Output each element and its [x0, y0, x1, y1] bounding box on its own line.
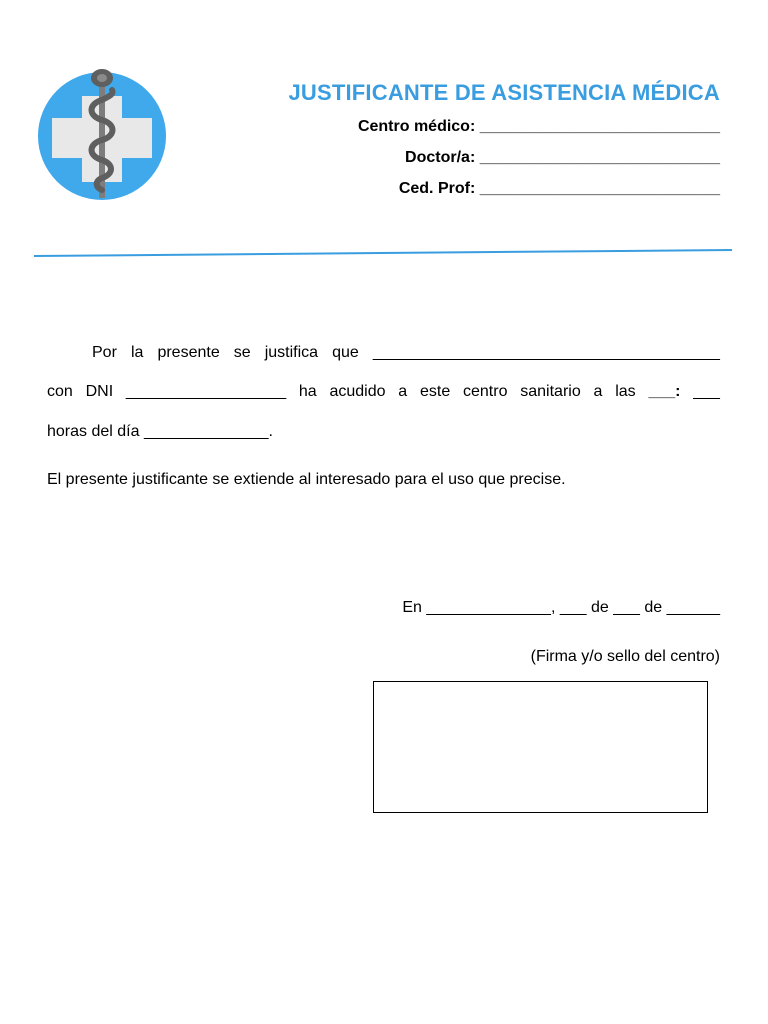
body-line-2 — [47, 383, 720, 401]
medical-center-label: Centro médico: — [357, 118, 476, 135]
word: acudido — [329, 383, 386, 400]
professional-id-blank[interactable]: ___________________________ — [479, 180, 720, 197]
word: la — [130, 344, 144, 361]
doctor-label: Doctor/a: — [405, 149, 476, 166]
body-line-4: El presente justificante se extiende al interesado para el uso que precise. — [47, 471, 566, 488]
header-divider — [0, 240, 768, 264]
word: presente — [157, 344, 220, 361]
patient-name-blank[interactable]: _______________________________________ — [372, 344, 720, 361]
minute-blank[interactable]: ___ — [693, 383, 720, 400]
date-line[interactable]: En ______________, ___ de ___ de ______ — [402, 599, 720, 616]
word: justifica — [264, 344, 319, 361]
word: con — [47, 383, 73, 400]
doctor-blank[interactable]: ___________________________ — [479, 149, 720, 166]
word: Por — [92, 344, 117, 361]
document-title: JUSTIFICANTE DE ASISTENCIA MÉDICA — [288, 80, 720, 105]
body-line-1 — [92, 344, 720, 362]
word: DNI — [85, 383, 114, 400]
body-line-3: horas del día ______________. — [47, 423, 273, 440]
professional-id-label: Ced. Prof: — [398, 180, 476, 197]
signature-label: (Firma y/o sello del centro) — [530, 648, 720, 665]
word: las — [615, 383, 636, 400]
hour-blank[interactable]: ___: — [648, 383, 681, 400]
word: a — [398, 383, 408, 400]
signature-box[interactable] — [373, 681, 708, 813]
professional-id-field[interactable] — [399, 180, 720, 198]
medical-caduceus-icon — [34, 64, 170, 204]
word: ha — [298, 383, 317, 400]
word: centro — [463, 383, 508, 400]
word: sanitario — [520, 383, 581, 400]
doctor-field[interactable] — [405, 149, 720, 167]
medical-center-blank[interactable]: ___________________________ — [479, 118, 720, 135]
word: este — [419, 383, 451, 400]
medical-center-field[interactable] — [358, 118, 720, 136]
word: se — [233, 344, 251, 361]
dni-blank[interactable]: __________________ — [125, 383, 287, 400]
word: que — [332, 344, 359, 361]
word: a — [593, 383, 603, 400]
